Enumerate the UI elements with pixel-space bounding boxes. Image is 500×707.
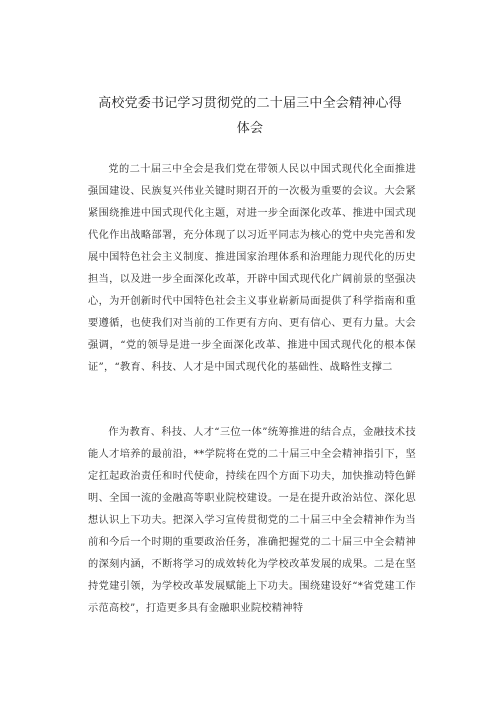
body-paragraph: 党的二十届三中全会是我们党在带领人民以中国式现代化全面推进强国建设、民族复兴伟业关键时期召开的一次极为重要的会议。大会紧紧围绕推进中国式现代化主题，对进一步全面深化改革、推进中国式现代化作出战略部署，充分体现了以习近平同志为核心的党中央完善和发展中国特色社会主义制度、推进国家治理体系和治理能力现代化的历史担当，以及进一步全面深化改革，开辟中国式现代化广阔前景的坚强决心，为开创新时代中国特色社会主义事业崭新局面提供了科学指南和重要遵循，也使我们对当前的工作更有方向、更有信心、更有力量。大会强调，“党的领导是进一步全面深化改革、推进中国式现代化的根本保证”，“教育、科技、人才是中国式现代化的基础性、战略性支撑二 <box>88 164 416 373</box>
document-title-continued: 体会 <box>236 121 264 136</box>
document-title: 高校党委书记学习贯彻党的二十届三中全会精神心得 <box>98 96 402 111</box>
body-paragraph: 作为教育、科技、人才“三位一体”统筹推进的结合点，金融技术技能人才培养的最前沿，**学院将在党的二十届三中全会精神指引下，坚定扛起政治责任和时代使命，持续在四个方面下功夫，加快推动特色鲜明、全国一流的金融高等职业院校建设。一是在提升政治站位、深化思想认识上下功夫。把深入学习宣传贯彻党的二十届三中全会精神作为当前和今后一个时期的重要政治任务，准确把握党的二十届三中全会精神的深刻内涵，不断将学习的成效转化为学校改革发展的成果。二是在坚持党建引领，为学校改革发展赋能上下功夫。围绕建设好“*省党建工作示范高校”，打造更多具有金融职业院校精神特 <box>88 427 416 614</box>
